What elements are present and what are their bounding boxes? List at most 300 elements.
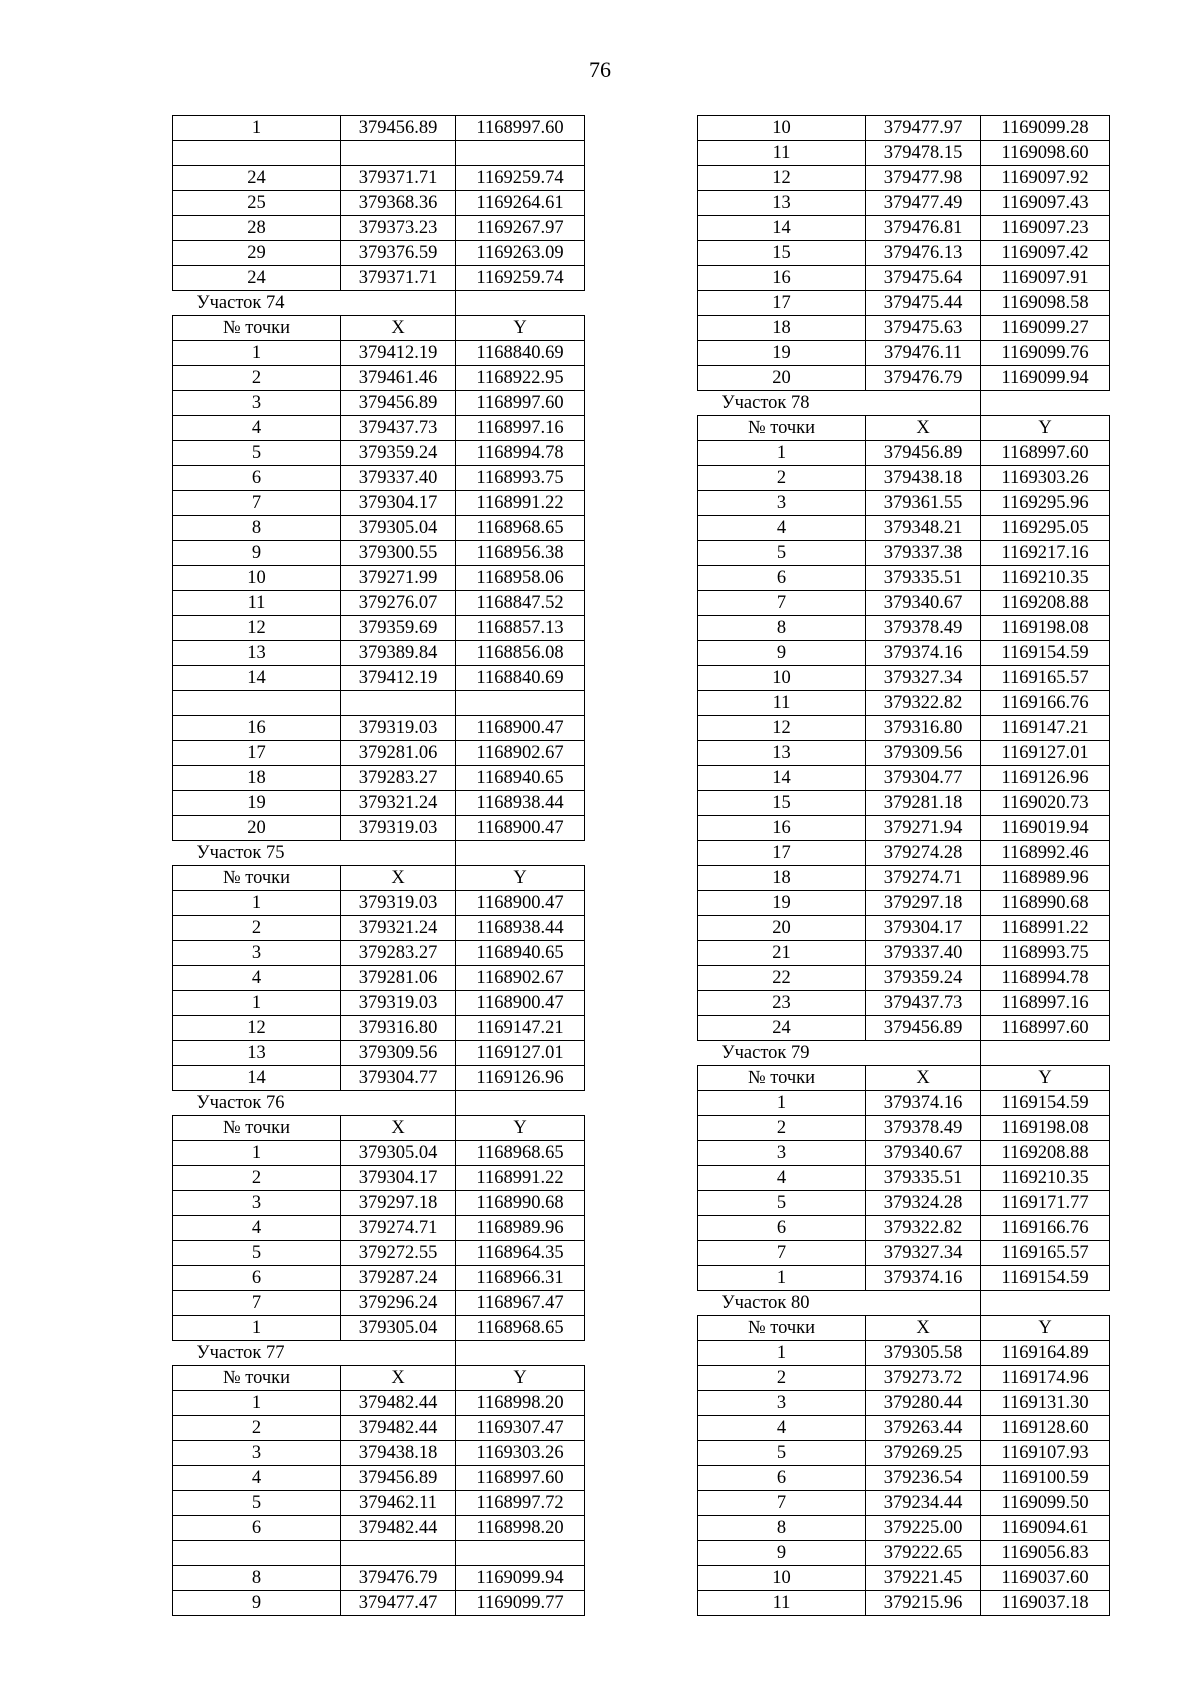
point-number-cell: 5 <box>173 1491 341 1516</box>
point-number-cell: 16 <box>173 716 341 741</box>
x-coordinate-cell: 379225.00 <box>866 1516 981 1541</box>
point-number-cell: 16 <box>698 266 866 291</box>
y-coordinate-cell: 1168900.47 <box>456 891 585 916</box>
table-row <box>173 1516 585 1541</box>
header-y: Y <box>456 1366 585 1391</box>
table-row <box>698 1191 1110 1216</box>
table-row <box>173 1266 585 1291</box>
table-row <box>173 941 585 966</box>
y-coordinate-cell: 1168840.69 <box>456 341 585 366</box>
y-coordinate-cell: 1168992.46 <box>981 841 1110 866</box>
point-number-cell: 1 <box>173 116 341 141</box>
x-coordinate-cell: 379340.67 <box>866 1141 981 1166</box>
y-coordinate-cell: 1168997.60 <box>456 391 585 416</box>
point-number-cell: 1 <box>173 891 341 916</box>
point-number-cell: 18 <box>698 866 866 891</box>
y-coordinate-cell: 1168991.22 <box>456 1166 585 1191</box>
table-row <box>173 791 585 816</box>
section-title-row <box>173 841 585 866</box>
point-number-cell: 2 <box>173 1416 341 1441</box>
point-number-cell: 19 <box>173 791 341 816</box>
x-coordinate-cell: 379221.45 <box>866 1566 981 1591</box>
x-coordinate-cell: 379482.44 <box>341 1416 456 1441</box>
table-row <box>698 1491 1110 1516</box>
x-coordinate-cell <box>341 691 456 716</box>
point-number-cell: 5 <box>173 1241 341 1266</box>
table-row <box>698 1591 1110 1616</box>
table-row <box>698 366 1110 391</box>
point-number-cell: 1 <box>698 1091 866 1116</box>
y-coordinate-cell: 1169037.18 <box>981 1591 1110 1616</box>
y-coordinate-cell: 1169127.01 <box>456 1041 585 1066</box>
table-row <box>173 341 585 366</box>
header-x: X <box>341 316 456 341</box>
y-coordinate-cell: 1168902.67 <box>456 741 585 766</box>
table-row <box>698 116 1110 141</box>
point-number-cell: 24 <box>698 1016 866 1041</box>
header-x: X <box>866 1066 981 1091</box>
point-number-cell: 5 <box>698 1191 866 1216</box>
point-number-cell: 2 <box>173 916 341 941</box>
coordinates-table-left <box>172 115 585 1616</box>
table-row <box>173 991 585 1016</box>
y-coordinate-cell: 1168997.60 <box>981 1016 1110 1041</box>
y-coordinate-cell: 1169099.76 <box>981 341 1110 366</box>
y-coordinate-cell: 1168989.96 <box>981 866 1110 891</box>
y-coordinate-cell: 1169264.61 <box>456 191 585 216</box>
table-row <box>173 591 585 616</box>
x-coordinate-cell: 379271.94 <box>866 816 981 841</box>
x-coordinate-cell: 379337.40 <box>866 941 981 966</box>
point-number-cell: 12 <box>698 166 866 191</box>
section-blank-cell <box>341 1341 456 1366</box>
y-coordinate-cell: 1169131.30 <box>981 1391 1110 1416</box>
y-coordinate-cell: 1169099.28 <box>981 116 1110 141</box>
x-coordinate-cell: 379269.25 <box>866 1441 981 1466</box>
header-y: Y <box>456 1116 585 1141</box>
y-coordinate-cell: 1169126.96 <box>981 766 1110 791</box>
y-coordinate-cell: 1168990.68 <box>456 1191 585 1216</box>
point-number-cell: 3 <box>698 1141 866 1166</box>
y-coordinate-cell: 1169174.96 <box>981 1366 1110 1391</box>
point-number-cell: 1 <box>173 341 341 366</box>
x-coordinate-cell: 379324.28 <box>866 1191 981 1216</box>
y-coordinate-cell: 1169165.57 <box>981 666 1110 691</box>
table-row <box>173 891 585 916</box>
x-coordinate-cell: 379305.04 <box>341 516 456 541</box>
table-row <box>698 1566 1110 1591</box>
header-x: X <box>341 1116 456 1141</box>
point-number-cell: 24 <box>173 166 341 191</box>
x-coordinate-cell: 379319.03 <box>341 991 456 1016</box>
y-coordinate-cell: 1168900.47 <box>456 716 585 741</box>
table-row <box>698 1116 1110 1141</box>
table-row <box>698 266 1110 291</box>
y-coordinate-cell: 1168857.13 <box>456 616 585 641</box>
point-number-cell: 17 <box>698 291 866 316</box>
table-row <box>173 641 585 666</box>
y-coordinate-cell: 1169126.96 <box>456 1066 585 1091</box>
table-row <box>698 691 1110 716</box>
section-blank-cell <box>981 1041 1110 1066</box>
x-coordinate-cell: 379283.27 <box>341 941 456 966</box>
table-header-row <box>173 1366 585 1391</box>
table-row <box>173 1191 585 1216</box>
y-coordinate-cell: 1169097.91 <box>981 266 1110 291</box>
section-blank-cell <box>341 291 456 316</box>
point-number-cell: 13 <box>698 191 866 216</box>
point-number-cell: 1 <box>698 1341 866 1366</box>
table-row <box>698 1541 1110 1566</box>
point-number-cell: 9 <box>698 641 866 666</box>
x-coordinate-cell: 379371.71 <box>341 166 456 191</box>
point-number-cell: 14 <box>698 766 866 791</box>
x-coordinate-cell: 379476.11 <box>866 341 981 366</box>
x-coordinate-cell: 379337.38 <box>866 541 981 566</box>
point-number-cell: 28 <box>173 216 341 241</box>
point-number-cell: 15 <box>698 791 866 816</box>
x-coordinate-cell: 379319.03 <box>341 816 456 841</box>
table-row <box>173 516 585 541</box>
x-coordinate-cell: 379304.77 <box>341 1066 456 1091</box>
header-x: X <box>866 416 981 441</box>
point-number-cell: 11 <box>173 591 341 616</box>
table-row <box>173 1466 585 1491</box>
section-title: Участок 80 <box>721 1292 810 1313</box>
table-row <box>698 1216 1110 1241</box>
x-coordinate-cell: 379378.49 <box>866 616 981 641</box>
x-coordinate-cell: 379456.89 <box>866 1016 981 1041</box>
x-coordinate-cell: 379461.46 <box>341 366 456 391</box>
y-coordinate-cell: 1168994.78 <box>456 441 585 466</box>
y-coordinate-cell: 1169165.57 <box>981 1241 1110 1266</box>
table-header-row <box>173 866 585 891</box>
table-row <box>173 1316 585 1341</box>
point-number-cell: 11 <box>698 691 866 716</box>
y-coordinate-cell: 1168856.08 <box>456 641 585 666</box>
x-coordinate-cell: 379437.73 <box>866 991 981 1016</box>
x-coordinate-cell: 379296.24 <box>341 1291 456 1316</box>
table-row <box>698 741 1110 766</box>
point-number-cell: 20 <box>698 366 866 391</box>
y-coordinate-cell: 1169307.47 <box>456 1416 585 1441</box>
point-number-cell: 4 <box>698 1416 866 1441</box>
y-coordinate-cell: 1168968.65 <box>456 516 585 541</box>
point-number-cell: 24 <box>173 266 341 291</box>
table-row <box>173 241 585 266</box>
x-coordinate-cell: 379359.69 <box>341 616 456 641</box>
point-number-cell: 2 <box>698 1116 866 1141</box>
table-row <box>698 1416 1110 1441</box>
point-number-cell: 20 <box>173 816 341 841</box>
table-row <box>698 291 1110 316</box>
point-number-cell: 8 <box>698 1516 866 1541</box>
y-coordinate-cell: 1168922.95 <box>456 366 585 391</box>
y-coordinate-cell: 1168993.75 <box>456 466 585 491</box>
y-coordinate-cell: 1169208.88 <box>981 1141 1110 1166</box>
table-row <box>698 991 1110 1016</box>
y-coordinate-cell: 1169263.09 <box>456 241 585 266</box>
point-number-cell: 12 <box>173 616 341 641</box>
point-number-cell: 2 <box>698 1366 866 1391</box>
table-row <box>173 566 585 591</box>
point-number-cell: 2 <box>173 366 341 391</box>
header-point-number: № точки <box>173 316 341 341</box>
x-coordinate-cell: 379361.55 <box>866 491 981 516</box>
x-coordinate-cell: 379304.77 <box>866 766 981 791</box>
point-number-cell: 13 <box>173 1041 341 1066</box>
point-number-cell: 13 <box>173 641 341 666</box>
x-coordinate-cell: 379300.55 <box>341 541 456 566</box>
x-coordinate-cell: 379337.40 <box>341 466 456 491</box>
header-point-number: № точки <box>173 866 341 891</box>
table-row <box>698 316 1110 341</box>
y-coordinate-cell: 1169295.05 <box>981 516 1110 541</box>
table-header-row <box>173 1116 585 1141</box>
x-coordinate-cell: 379376.59 <box>341 241 456 266</box>
point-number-cell: 7 <box>698 591 866 616</box>
y-coordinate-cell: 1169154.59 <box>981 1266 1110 1291</box>
x-coordinate-cell: 379475.44 <box>866 291 981 316</box>
table-row <box>173 441 585 466</box>
x-coordinate-cell: 379281.06 <box>341 741 456 766</box>
x-coordinate-cell: 379319.03 <box>341 716 456 741</box>
table-row <box>173 216 585 241</box>
y-coordinate-cell: 1168998.20 <box>456 1516 585 1541</box>
table-row <box>698 1466 1110 1491</box>
x-coordinate-cell: 379477.49 <box>866 191 981 216</box>
point-number-cell: 18 <box>173 766 341 791</box>
y-coordinate-cell: 1168900.47 <box>456 816 585 841</box>
x-coordinate-cell: 379335.51 <box>866 566 981 591</box>
y-coordinate-cell: 1169295.96 <box>981 491 1110 516</box>
point-number-cell: 23 <box>698 991 866 1016</box>
point-number-cell <box>173 1541 341 1566</box>
section-title: Участок 75 <box>196 842 285 863</box>
table-row <box>173 1041 585 1066</box>
point-number-cell: 10 <box>173 566 341 591</box>
y-coordinate-cell: 1168997.60 <box>456 1466 585 1491</box>
section-blank-cell <box>456 1341 585 1366</box>
y-coordinate-cell: 1168956.38 <box>456 541 585 566</box>
section-title-row <box>698 1291 1110 1316</box>
table-row <box>698 241 1110 266</box>
point-number-cell: 3 <box>173 1191 341 1216</box>
y-coordinate-cell: 1169198.08 <box>981 616 1110 641</box>
x-coordinate-cell: 379222.65 <box>866 1541 981 1566</box>
y-coordinate-cell: 1169107.93 <box>981 1441 1110 1466</box>
x-coordinate-cell: 379272.55 <box>341 1241 456 1266</box>
y-coordinate-cell: 1168991.22 <box>456 491 585 516</box>
y-coordinate-cell: 1168902.67 <box>456 966 585 991</box>
y-coordinate-cell: 1168990.68 <box>981 891 1110 916</box>
y-coordinate-cell: 1169097.23 <box>981 216 1110 241</box>
point-number-cell: 18 <box>698 316 866 341</box>
point-number-cell: 4 <box>698 516 866 541</box>
table-row <box>173 666 585 691</box>
coordinates-table-body <box>698 116 1110 1616</box>
section-blank-cell <box>981 391 1110 416</box>
x-coordinate-cell: 379309.56 <box>341 1041 456 1066</box>
section-blank-cell <box>341 1091 456 1116</box>
point-number-cell: 7 <box>173 1291 341 1316</box>
point-number-cell: 1 <box>698 441 866 466</box>
point-number-cell: 5 <box>698 541 866 566</box>
x-coordinate-cell: 379283.27 <box>341 766 456 791</box>
table-row <box>698 491 1110 516</box>
point-number-cell: 2 <box>698 466 866 491</box>
table-row <box>173 491 585 516</box>
y-coordinate-cell: 1169210.35 <box>981 566 1110 591</box>
table-row <box>698 766 1110 791</box>
point-number-cell: 3 <box>698 1391 866 1416</box>
x-coordinate-cell: 379236.54 <box>866 1466 981 1491</box>
x-coordinate-cell: 379304.17 <box>866 916 981 941</box>
x-coordinate-cell: 379456.89 <box>341 391 456 416</box>
y-coordinate-cell: 1169259.74 <box>456 166 585 191</box>
point-number-cell: 4 <box>173 1216 341 1241</box>
y-coordinate-cell: 1169097.42 <box>981 241 1110 266</box>
header-point-number: № точки <box>173 1366 341 1391</box>
table-header-row <box>173 316 585 341</box>
x-coordinate-cell: 379478.15 <box>866 141 981 166</box>
table-row <box>698 966 1110 991</box>
header-point-number: № точки <box>173 1116 341 1141</box>
table-row <box>698 591 1110 616</box>
y-coordinate-cell: 1169099.27 <box>981 316 1110 341</box>
x-coordinate-cell: 379305.04 <box>341 1316 456 1341</box>
table-row <box>698 916 1110 941</box>
x-coordinate-cell: 379359.24 <box>341 441 456 466</box>
x-coordinate-cell: 379321.24 <box>341 791 456 816</box>
section-blank-cell <box>456 291 585 316</box>
x-coordinate-cell: 379273.72 <box>866 1366 981 1391</box>
y-coordinate-cell: 1169210.35 <box>981 1166 1110 1191</box>
table-row <box>698 216 1110 241</box>
table-row <box>173 1291 585 1316</box>
x-coordinate-cell: 379475.64 <box>866 266 981 291</box>
table-row <box>698 1091 1110 1116</box>
section-blank-cell <box>866 1041 981 1066</box>
y-coordinate-cell: 1169098.60 <box>981 141 1110 166</box>
table-row <box>698 1516 1110 1541</box>
y-coordinate-cell: 1169097.43 <box>981 191 1110 216</box>
table-row <box>698 1241 1110 1266</box>
y-coordinate-cell: 1168967.47 <box>456 1291 585 1316</box>
point-number-cell: 21 <box>698 941 866 966</box>
x-coordinate-cell: 379297.18 <box>341 1191 456 1216</box>
y-coordinate-cell: 1169303.26 <box>981 466 1110 491</box>
x-coordinate-cell: 379368.36 <box>341 191 456 216</box>
y-coordinate-cell: 1168900.47 <box>456 991 585 1016</box>
y-coordinate-cell: 1169099.77 <box>456 1591 585 1616</box>
point-number-cell: 2 <box>173 1166 341 1191</box>
section-blank-cell <box>341 841 456 866</box>
table-row <box>698 1141 1110 1166</box>
point-number-cell: 19 <box>698 341 866 366</box>
y-coordinate-cell: 1168998.20 <box>456 1391 585 1416</box>
table-row <box>173 166 585 191</box>
table-row <box>173 416 585 441</box>
y-coordinate-cell: 1168847.52 <box>456 591 585 616</box>
table-row <box>173 1541 585 1566</box>
y-coordinate-cell: 1169154.59 <box>981 1091 1110 1116</box>
table-row <box>173 616 585 641</box>
table-row <box>698 191 1110 216</box>
table-row <box>173 1441 585 1466</box>
point-number-cell: 19 <box>698 891 866 916</box>
table-row <box>173 191 585 216</box>
section-blank-cell <box>456 841 585 866</box>
y-coordinate-cell: 1169198.08 <box>981 1116 1110 1141</box>
y-coordinate-cell: 1169056.83 <box>981 1541 1110 1566</box>
table-row <box>698 891 1110 916</box>
x-coordinate-cell: 379374.16 <box>866 641 981 666</box>
x-coordinate-cell: 379476.79 <box>341 1566 456 1591</box>
y-coordinate-cell: 1168840.69 <box>456 666 585 691</box>
point-number-cell: 1 <box>698 1266 866 1291</box>
header-point-number: № точки <box>698 416 866 441</box>
point-number-cell: 17 <box>173 741 341 766</box>
x-coordinate-cell: 379477.97 <box>866 116 981 141</box>
x-coordinate-cell: 379316.80 <box>866 716 981 741</box>
table-row <box>698 841 1110 866</box>
table-header-row <box>698 1066 1110 1091</box>
x-coordinate-cell: 379281.18 <box>866 791 981 816</box>
x-coordinate-cell: 379305.58 <box>866 1341 981 1366</box>
y-coordinate-cell: 1168997.60 <box>456 116 585 141</box>
table-row <box>698 666 1110 691</box>
point-number-cell: 6 <box>173 1516 341 1541</box>
x-coordinate-cell: 379437.73 <box>341 416 456 441</box>
point-number-cell: 4 <box>173 966 341 991</box>
y-coordinate-cell: 1168997.16 <box>456 416 585 441</box>
table-row <box>698 641 1110 666</box>
y-coordinate-cell: 1169303.26 <box>456 1441 585 1466</box>
x-coordinate-cell: 379274.71 <box>866 866 981 891</box>
x-coordinate-cell: 379482.44 <box>341 1391 456 1416</box>
y-coordinate-cell <box>456 691 585 716</box>
y-coordinate-cell: 1168968.65 <box>456 1316 585 1341</box>
section-title: Участок 79 <box>721 1042 810 1063</box>
table-row <box>173 691 585 716</box>
x-coordinate-cell: 379462.11 <box>341 1491 456 1516</box>
y-coordinate-cell: 1168940.65 <box>456 941 585 966</box>
header-point-number: № точки <box>698 1316 866 1341</box>
header-y: Y <box>456 316 585 341</box>
point-number-cell: 10 <box>698 1566 866 1591</box>
x-coordinate-cell: 379304.17 <box>341 491 456 516</box>
y-coordinate-cell: 1168997.60 <box>981 441 1110 466</box>
y-coordinate-cell: 1168991.22 <box>981 916 1110 941</box>
x-coordinate-cell: 379309.56 <box>866 741 981 766</box>
table-row <box>173 466 585 491</box>
y-coordinate-cell: 1169099.94 <box>981 366 1110 391</box>
point-number-cell: 3 <box>173 941 341 966</box>
table-row <box>698 516 1110 541</box>
point-number-cell: 7 <box>698 1491 866 1516</box>
point-number-cell: 5 <box>173 441 341 466</box>
y-coordinate-cell: 1169217.16 <box>981 541 1110 566</box>
y-coordinate-cell: 1169097.92 <box>981 166 1110 191</box>
point-number-cell: 4 <box>698 1166 866 1191</box>
y-coordinate-cell: 1168993.75 <box>981 941 1110 966</box>
x-coordinate-cell: 379374.16 <box>866 1266 981 1291</box>
point-number-cell: 1 <box>173 1391 341 1416</box>
table-row <box>698 1341 1110 1366</box>
section-title: Участок 78 <box>721 392 810 413</box>
table-row <box>698 341 1110 366</box>
